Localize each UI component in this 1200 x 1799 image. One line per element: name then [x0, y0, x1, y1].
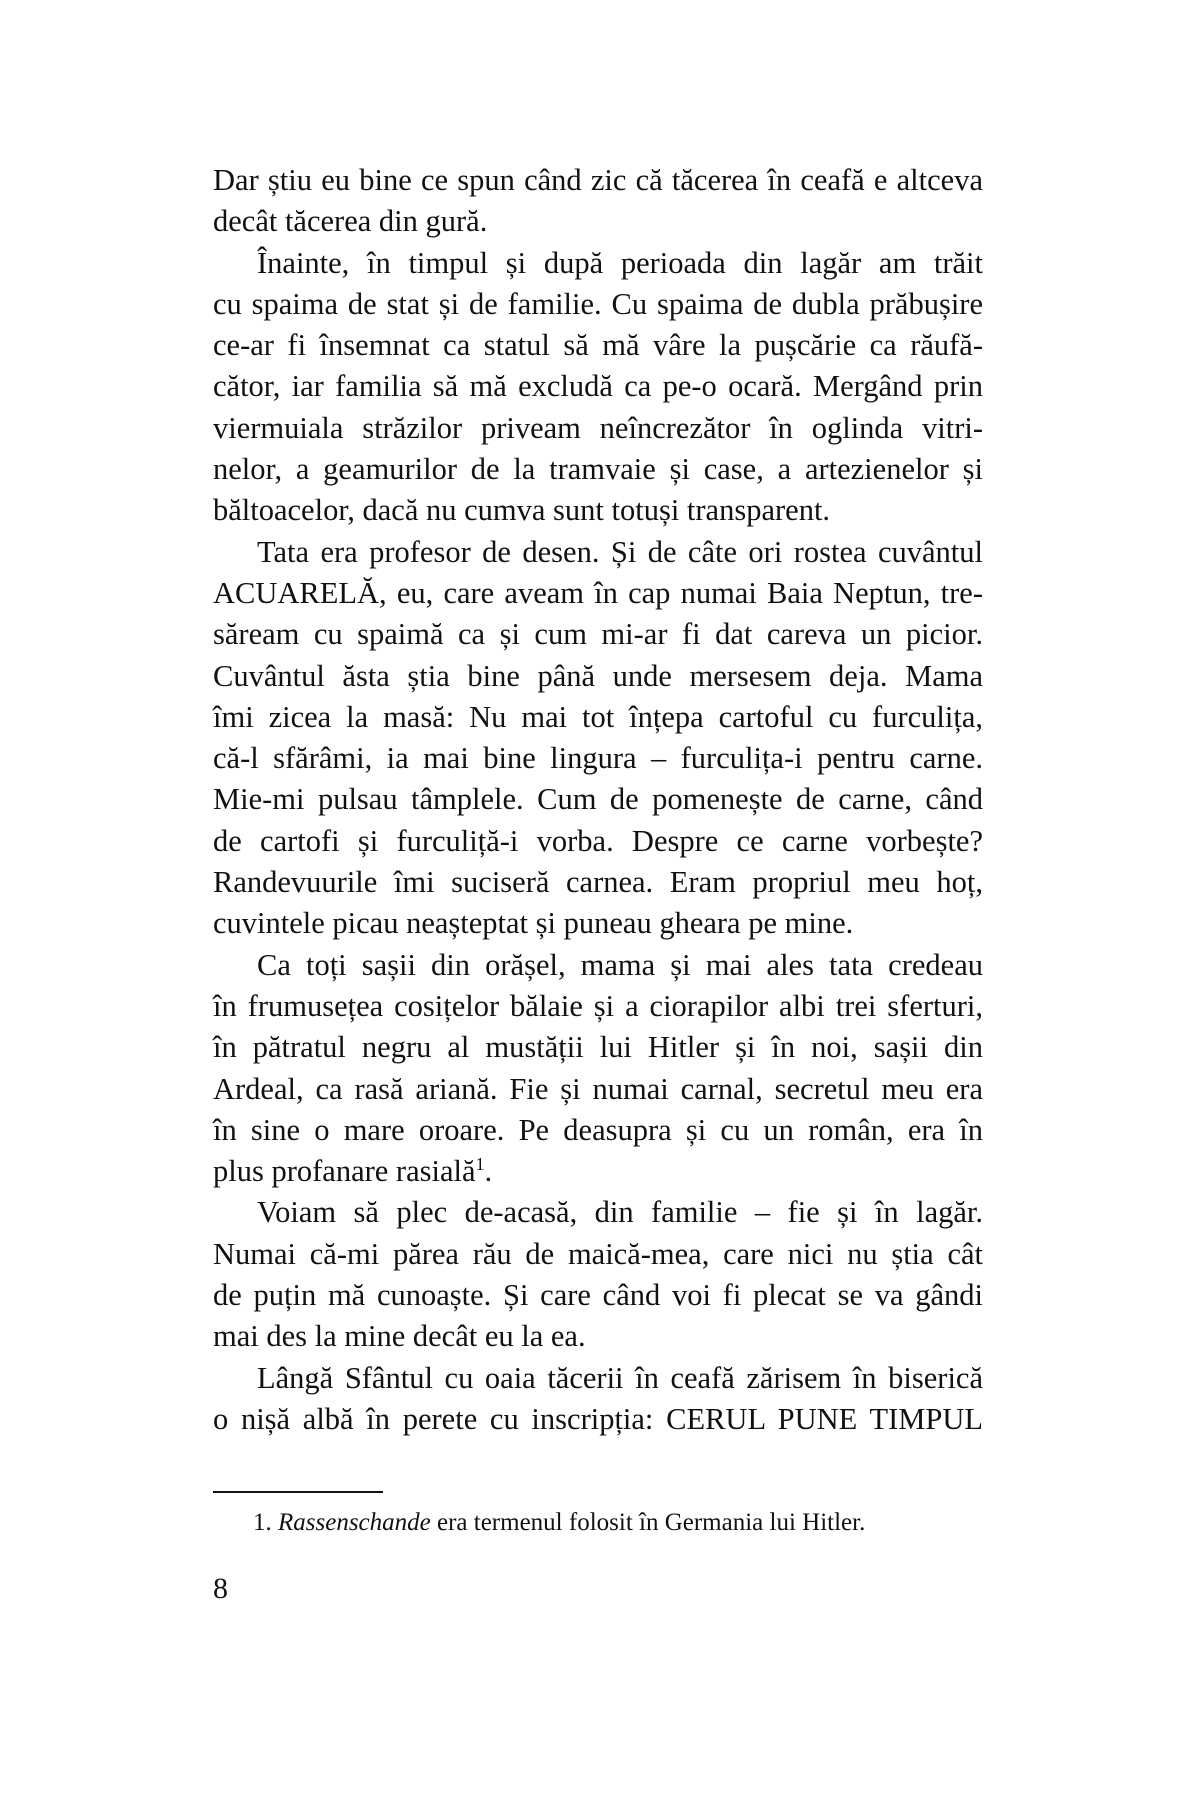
text-line: Înainte, în timpul și după perioada din lagăr am trăit [257, 245, 983, 280]
sentence-period: . [484, 1154, 493, 1189]
text-line: de puțin mă cunoaște. Și care când voi fi plecat se va gândi [213, 1278, 983, 1313]
footnote-reference[interactable]: 1 [475, 1153, 485, 1174]
text-line: nelor, a geamurilor de la tramvaie și case, a artezienelor și [213, 452, 983, 487]
text-line: ACUARELĂ, eu, care aveam în cap numai Baia Neptun, tre- [213, 575, 983, 610]
text-line: săream cu spaimă ca și cum mi-ar fi dat careva un picior. [213, 617, 983, 652]
footnote-text: era termenul folosit în Germania lui Hitler. [437, 1509, 866, 1536]
text-line: mai des la mine decât eu la ea. [213, 1319, 586, 1354]
text-line: viermuiala străzilor priveam neîncrezător în oglinda vitri- [213, 410, 983, 445]
text-line: că-l sfărâmi, ia mai bine lingura – furculița-i pentru carne. [213, 741, 983, 776]
text-line: Numai că-mi părea rău de maică-mea, care nici nu știa cât [213, 1236, 983, 1271]
footnote [253, 1506, 865, 1540]
text-line: o nișă albă în perete cu inscripția: CERUL PUNE TIMPUL [213, 1401, 983, 1436]
text-line-with-footnote [213, 1151, 983, 1192]
text-line: Voiam să plec de-acasă, din familie – fie și în lagăr. [257, 1195, 983, 1230]
text-line: cu spaima de stat și de familie. Cu spaima de dubla prăbușire [213, 286, 983, 321]
footnote-number: 1. [253, 1509, 272, 1536]
text-line: Dar știu eu bine ce spun când zic că tăcerea în ceafă e altceva [213, 163, 983, 197]
text-line: cuvintele picau neașteptat și puneau gheara pe mine. [213, 906, 854, 941]
text-line: Ardeal, ca rasă ariană. Fie și numai carnal, secretul meu era [213, 1071, 983, 1106]
text-line: în frumusețea cosițelor bălaie și a ciorapilor albi trei sferturi, [213, 988, 983, 1023]
text-line: ce-ar fi însemnat ca statul să mă vâre la pușcărie ca răufă- [213, 328, 983, 363]
text-line: băltoacelor, dacă nu cumva sunt totuși transparent. [213, 493, 831, 528]
text-line: de cartofi și furculiță-i vorba. Despre ce carne vorbește? [213, 823, 983, 858]
footnote-term: Rassenschande [278, 1509, 431, 1536]
page-number: 8 [213, 1572, 228, 1605]
text-line-content: plus profanare rasială [213, 1154, 476, 1189]
text-line: îmi zicea la masă: Nu mai tot înțepa cartoful cu furculița, [213, 699, 983, 734]
text-line: Lângă Sfântul cu oaia tăcerii în ceafă zărisem în biserică [257, 1360, 983, 1395]
text-line: în sine o mare oroare. Pe deasupra și cu un român, era în [213, 1112, 983, 1147]
text-line: în pătratul negru al mustății lui Hitler și în noi, sașii din [213, 1030, 983, 1065]
text-line: Tata era profesor de desen. Și de câte ori rostea cuvântul [257, 534, 983, 569]
text-line: Mie-mi pulsau tâmplele. Cum de pomenește de carne, când [213, 782, 983, 817]
book-page-text [213, 160, 983, 1440]
text-line: decât tăcerea din gură. [213, 204, 488, 239]
footnote-divider [213, 1491, 383, 1493]
text-line: Randevuurile îmi suciseră carnea. Eram propriul meu hoț, [213, 865, 983, 900]
text-line: Ca toți sașii din orășel, mama și mai ales tata credeau [257, 947, 983, 982]
text-line: cător, iar familia să mă excludă ca pe-o ocară. Mergând prin [213, 369, 983, 404]
text-line: Cuvântul ăsta știa bine până unde mersesem deja. Mama [213, 658, 983, 693]
